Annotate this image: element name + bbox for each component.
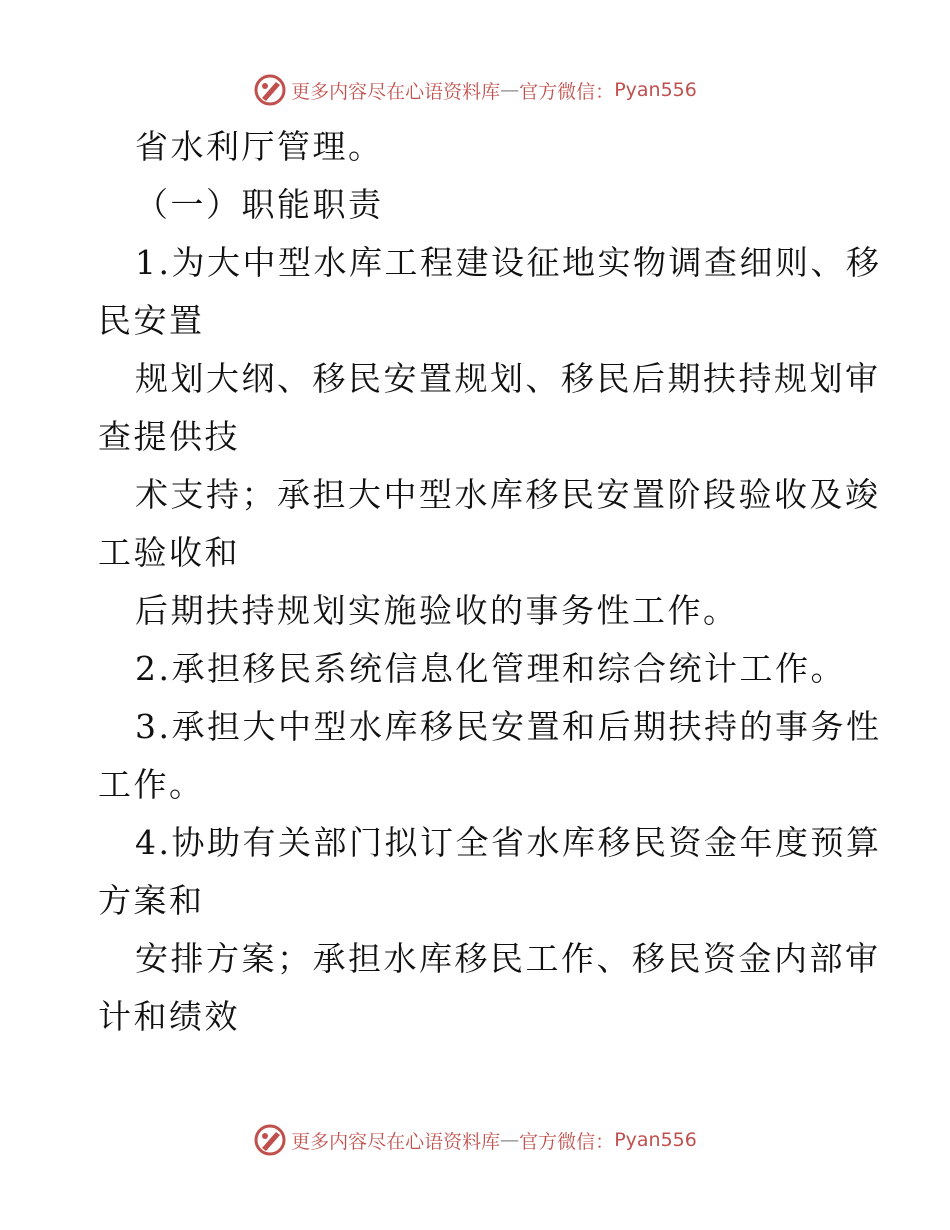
pen-seal-icon xyxy=(253,1123,287,1157)
text-line: 方案和 xyxy=(98,881,205,920)
text-line: 规划大纲、移民安置规划、移民后期扶持规划审 xyxy=(135,359,881,398)
text-line: 工验收和 xyxy=(98,533,240,572)
footer-watermark xyxy=(0,1120,950,1160)
text-line: 1.为大中型水库工程建设征地实物调查细则、移 xyxy=(135,243,882,282)
text-line: 2.承担移民系统信息化管理和综合统计工作。 xyxy=(135,649,846,688)
watermark-wechat-id: Pyan556 xyxy=(614,79,697,101)
watermark-brand: 更多内容尽在心语资料库 xyxy=(291,1130,501,1153)
watermark-brand: 更多内容尽在心语资料库 xyxy=(291,80,501,103)
text-line: 4.协助有关部门拟订全省水库移民资金年度预算 xyxy=(135,823,882,862)
text-line: 后期扶持规划实施验收的事务性工作。 xyxy=(135,591,739,630)
text-line: 术支持；承担大中型水库移民安置阶段验收及竣 xyxy=(135,475,881,514)
watermark-separator: — xyxy=(500,1129,520,1151)
text-line: 民安置 xyxy=(98,301,205,340)
text-line: 工作。 xyxy=(98,765,205,804)
watermark-label: 官方微信： xyxy=(519,1130,615,1153)
pen-seal-icon xyxy=(253,73,287,107)
document-body xyxy=(98,118,882,1046)
watermark-separator: — xyxy=(500,79,520,101)
watermark-label: 官方微信： xyxy=(519,80,615,103)
header-watermark xyxy=(0,70,950,110)
text-line: 计和绩效 xyxy=(98,997,240,1036)
watermark-wechat-id: Pyan556 xyxy=(614,1129,697,1151)
text-line: 3.承担大中型水库移民安置和后期扶持的事务性 xyxy=(135,707,882,746)
text-line: 省水利厅管理。 xyxy=(135,127,384,166)
text-line: 安排方案；承担水库移民工作、移民资金内部审 xyxy=(135,939,881,978)
text-line: 查提供技 xyxy=(98,417,240,456)
text-line: （一）职能职责 xyxy=(135,185,384,224)
